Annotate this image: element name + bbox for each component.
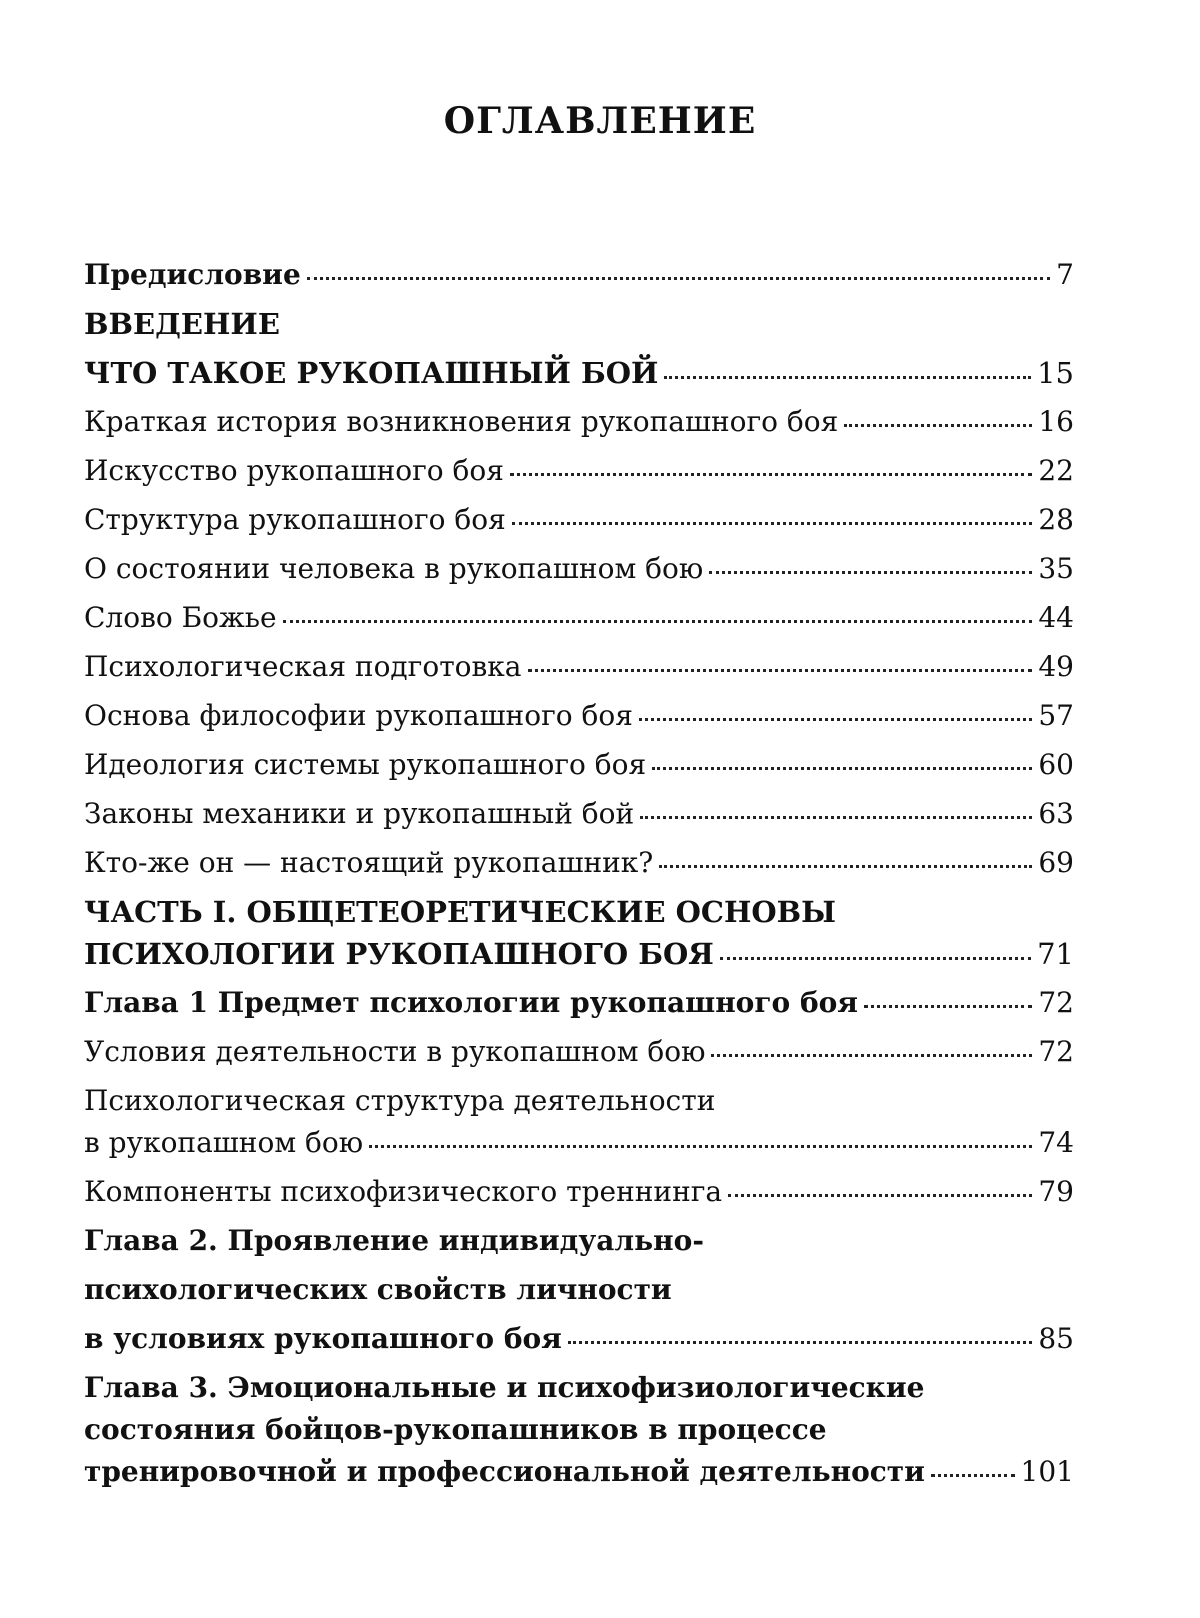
toc-page-number: 15: [1037, 356, 1074, 390]
toc-entry-chapter-3: [84, 1371, 1074, 1413]
toc-entry-text: Структура рукопашного боя: [84, 503, 506, 536]
table-of-contents: [84, 258, 1074, 1497]
toc-entry-text: состояния бойцов-рукопашников в процессе: [84, 1413, 827, 1446]
toc-entry-text: ПСИХОЛОГИИ РУКОПАШНОГО БОЯ: [84, 937, 714, 971]
toc-entry-chapter-3-cont: [84, 1413, 1074, 1455]
dot-leader: [844, 423, 1032, 427]
toc-entry-text: Компоненты психофизического треннинга: [84, 1175, 723, 1208]
toc-entry-text: Основа философии рукопашного боя: [84, 699, 633, 732]
dot-leader: [659, 864, 1032, 868]
toc-entry-text: Искусство рукопашного боя: [84, 454, 504, 487]
toc-entry-text: в рукопашном бою: [84, 1126, 364, 1159]
dot-leader: [283, 619, 1033, 623]
toc-entry-text: Кто-же он — настоящий рукопашник?: [84, 846, 654, 879]
toc-entry: [84, 405, 1074, 454]
toc-entry-text: Условия деятельности в рукопашном бою: [84, 1035, 706, 1068]
toc-page-number: 72: [1038, 1035, 1074, 1068]
dot-leader: [528, 668, 1033, 672]
dot-leader: [652, 766, 1032, 770]
toc-entry: [84, 846, 1074, 895]
toc-entry-text: Глава 2. Проявление индивидуально-: [84, 1224, 704, 1257]
toc-entry-chapter-3-cont: [84, 1455, 1074, 1497]
toc-entry: [84, 650, 1074, 699]
toc-entry-text: ЧТО ТАКОЕ РУКОПАШНЫЙ БОЙ: [84, 356, 659, 390]
toc-entry-text: ВВЕДЕНИЕ: [84, 307, 280, 341]
toc-entry-chapter-1: [84, 986, 1074, 1035]
toc-entry: [84, 1126, 1074, 1175]
dot-leader: [720, 956, 1031, 960]
toc-page-number: 85: [1038, 1322, 1074, 1355]
toc-entry-text: тренировочной и профессиональной деятельности: [84, 1455, 925, 1488]
toc-entry-text: Предисловие: [84, 258, 301, 291]
toc-page-number: 60: [1038, 748, 1074, 781]
toc-page-number: 69: [1038, 846, 1074, 879]
dot-leader: [568, 1340, 1033, 1344]
dot-leader: [864, 1004, 1032, 1008]
toc-page-number: 79: [1038, 1175, 1074, 1208]
toc-entry-text: ЧАСТЬ I. ОБЩЕТЕОРЕТИЧЕСКИЕ ОСНОВЫ: [84, 895, 837, 929]
toc-entry-text: Психологическая подготовка: [84, 650, 522, 683]
toc-page-number: 16: [1038, 405, 1074, 438]
toc-entry-text: в условиях рукопашного боя: [84, 1322, 562, 1355]
toc-entry-text: Глава 3. Эмоциональные и психофизиологические: [84, 1371, 925, 1404]
toc-entry-chapter-2-cont: [84, 1273, 1074, 1322]
toc-entry-part-one-heading: [84, 895, 1074, 937]
toc-entry-text: Глава 1 Предмет психологии рукопашного боя: [84, 986, 858, 1019]
toc-page-number: 35: [1038, 552, 1074, 585]
toc-entry-text: Краткая история возникновения рукопашного боя: [84, 405, 839, 438]
toc-entry-chapter-2: [84, 1224, 1074, 1273]
toc-entry: [84, 748, 1074, 797]
toc-entry: [84, 699, 1074, 748]
toc-page-number: 49: [1038, 650, 1074, 683]
toc-page-number: 22: [1038, 454, 1074, 487]
toc-entry-part-one-heading-cont: [84, 937, 1074, 986]
toc-page-number: 71: [1037, 937, 1074, 971]
dot-leader: [639, 717, 1032, 721]
dot-leader: [709, 570, 1032, 574]
dot-leader: [512, 521, 1033, 525]
toc-entry-text: психологических свойств личности: [84, 1273, 672, 1306]
toc-page-number: 72: [1038, 986, 1074, 1019]
dot-leader: [510, 472, 1032, 476]
dot-leader: [640, 815, 1032, 819]
toc-entry-text: Законы механики и рукопашный бой: [84, 797, 635, 830]
toc-page-number: 57: [1038, 699, 1074, 732]
dot-leader: [369, 1144, 1032, 1148]
dot-leader: [931, 1473, 1015, 1477]
toc-entry: [84, 1035, 1074, 1084]
toc-entry-chapter-2-cont: [84, 1322, 1074, 1371]
dot-leader: [728, 1193, 1032, 1197]
toc-page-number: 7: [1056, 258, 1074, 291]
toc-page-number: 28: [1038, 503, 1074, 536]
toc-page-number: 101: [1020, 1455, 1074, 1488]
toc-entry-what-is-hand-to-hand: [84, 356, 1074, 405]
dot-leader: [664, 375, 1031, 379]
toc-entry: [84, 1084, 1074, 1126]
page-title: ОГЛАВЛЕНИЕ: [443, 100, 757, 142]
toc-entry: [84, 1175, 1074, 1224]
toc-entry-preface: [84, 258, 1074, 307]
toc-page-number: 74: [1038, 1126, 1074, 1159]
toc-entry-text: Слово Божье: [84, 601, 277, 634]
toc-entry-text: Идеология системы рукопашного боя: [84, 748, 647, 781]
toc-entry-text: Психологическая структура деятельности: [84, 1084, 716, 1117]
toc-entry: [84, 454, 1074, 503]
dot-leader: [711, 1053, 1032, 1057]
toc-page-number: 63: [1038, 797, 1074, 830]
toc-page-number: 44: [1038, 601, 1074, 634]
toc-entry: [84, 552, 1074, 601]
toc-entry: [84, 797, 1074, 846]
toc-entry: [84, 503, 1074, 552]
toc-entry: [84, 601, 1074, 650]
toc-entry-text: О состоянии человека в рукопашном бою: [84, 552, 704, 585]
toc-entry-introduction: [84, 307, 1074, 356]
dot-leader: [307, 276, 1050, 280]
